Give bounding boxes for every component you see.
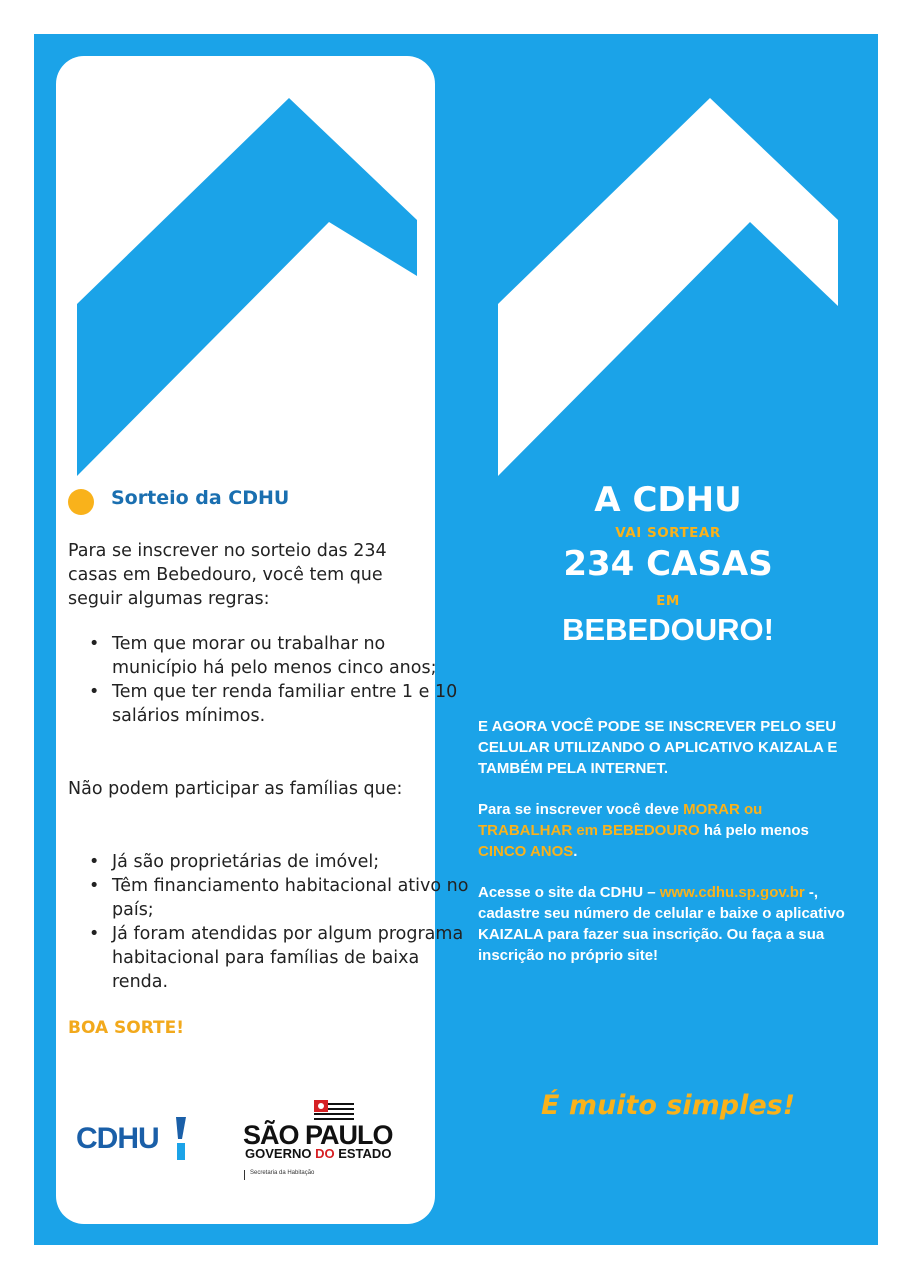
site-text-1: Acesse o site da CDHU – bbox=[478, 884, 660, 901]
intro-text: Para se inscrever no sorteio das 234 casas em Bebedouro, você tem que seguir algumas regras: bbox=[68, 541, 387, 609]
headline-em: EM bbox=[656, 593, 680, 609]
headline-vai-sortear: VAI SORTEAR bbox=[615, 525, 721, 541]
not-allowed-text: Não podem participar as famílias que: bbox=[68, 779, 403, 799]
rule-item: • Tem que ter renda familiar entre 1 e 10 salários mínimos. bbox=[112, 680, 472, 728]
sp-secretaria: Secretaria da Habitação bbox=[250, 1170, 315, 1176]
cdhu-logo: CDHU bbox=[76, 1122, 159, 1155]
good-luck-text: BOA SORTE! bbox=[68, 1018, 185, 1038]
headline-bebedouro: BEBEDOURO! bbox=[562, 612, 774, 647]
headline-234-casas: 234 CASAS bbox=[563, 544, 773, 584]
site-paragraph bbox=[478, 882, 858, 966]
house-roof-icon-left bbox=[77, 98, 417, 476]
bullet-dot-icon bbox=[68, 489, 94, 515]
req-highlight-2: CINCO ANOS bbox=[478, 843, 574, 860]
requirement-paragraph bbox=[478, 799, 858, 862]
req-highlight-1: MORAR ou TRABALHAR em BEBEDOURO bbox=[478, 801, 763, 839]
cdhu-logo-mark-icon bbox=[174, 1117, 188, 1161]
kaizala-paragraph: E AGORA VOCÊ PODE SE INSCREVER PELO SEU CELULAR UTILIZANDO O APLICATIVO KAIZALA E TAMBÉM PELA INTERNET. bbox=[478, 718, 838, 777]
req-text-1: Para se inscrever você deve bbox=[478, 801, 684, 818]
rule-item: • Tem que morar ou trabalhar no município há pelo menos cinco anos; bbox=[112, 632, 472, 680]
house-roof-icon-right bbox=[498, 98, 838, 476]
sp-logo-subtitle bbox=[245, 1146, 391, 1161]
sorteio-title: Sorteio da CDHU bbox=[111, 487, 290, 509]
sp-divider bbox=[244, 1170, 245, 1180]
sao-paulo-government-logo bbox=[242, 1100, 422, 1184]
sp-gov-word: GOVERNO bbox=[245, 1146, 312, 1161]
site-text-2: -, cadastre seu número de celular e baixe o aplicativo KAIZALA para fazer sua inscrição. Ou faça a sua inscrição no próprio site! bbox=[478, 884, 845, 964]
site-url-link[interactable]: www.cdhu.sp.gov.br bbox=[659, 884, 805, 901]
sp-logo-title: SÃO PAULO bbox=[243, 1120, 393, 1150]
sp-do-word: DO bbox=[315, 1146, 335, 1161]
req-text-2: há pelo menos bbox=[699, 822, 809, 839]
exclusion-item: • Já foram atendidas por algum programa habitacional para famílias de baixa renda. bbox=[112, 922, 472, 994]
rules-list bbox=[68, 632, 472, 728]
closing-text: É muito simples! bbox=[540, 1090, 796, 1121]
exclusions-list bbox=[68, 850, 472, 994]
exclusion-item: • Têm financiamento habitacional ativo no país; bbox=[112, 874, 472, 922]
req-text-3: . bbox=[573, 843, 578, 860]
exclusion-item: • Já são proprietárias de imóvel; bbox=[112, 850, 472, 874]
headline-cdhu: A CDHU bbox=[594, 480, 742, 520]
sp-estado-word: ESTADO bbox=[338, 1146, 392, 1161]
